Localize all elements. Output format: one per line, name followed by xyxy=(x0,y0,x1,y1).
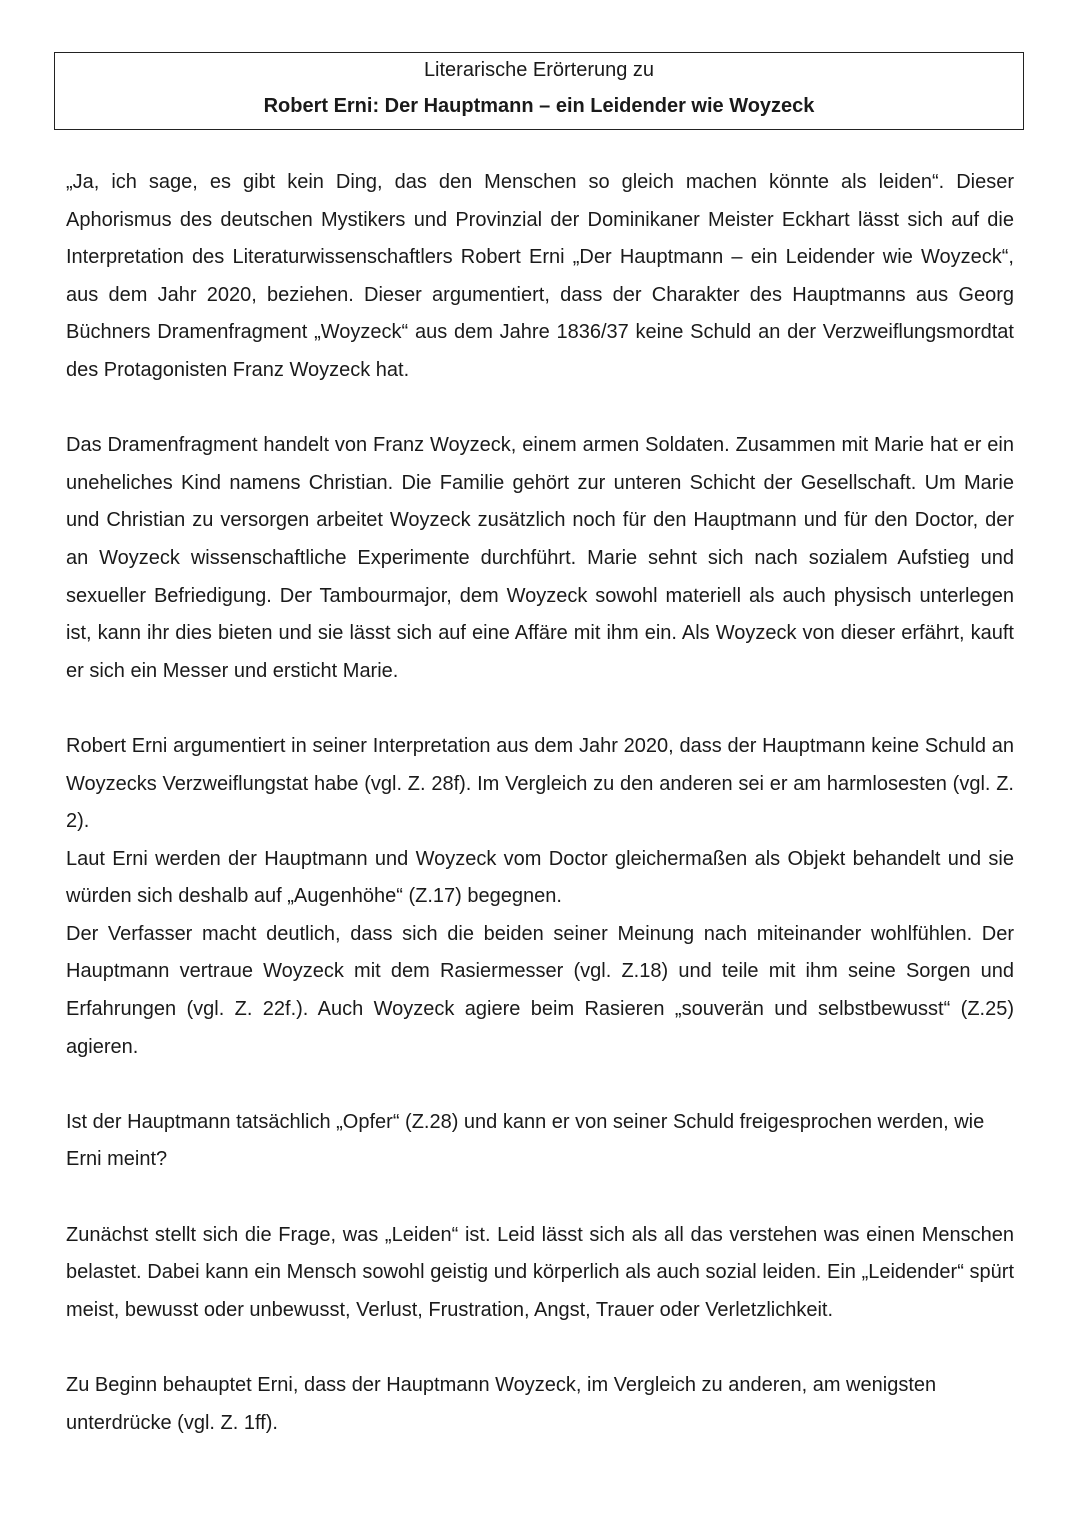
title-box xyxy=(54,52,1024,130)
document-title: Robert Erni: Der Hauptmann – ein Leidender wie Woyzeck xyxy=(263,95,815,117)
paragraph-summary: Das Dramenfragment handelt von Franz Woyzeck, einem armen Soldaten. Zusammen mit Marie hat er ein uneheliches Kind namens Christian. Die Familie gehört zur unteren Schicht der Gesellschaft. Um Marie und Christian zu versorgen arbeitet Woyzeck zusätzlich noch für den Hauptmann und für den Doctor, der an Woyzeck wissenschaftliche Experimente durchführt. Marie sehnt sich nach sozialem Aufstieg und sexueller Befriedigung. Der Tambourmajor, dem Woyzeck sowohl materiell als auch physisch unterlegen ist, kann ihr dies bieten und sie lässt sich auf eine Affäre mit ihm ein. Als Woyzeck von dieser erfährt, kauft er sich ein Messer und ersticht Marie. xyxy=(66,434,1014,682)
document-subtitle: Literarische Erörterung zu xyxy=(423,59,655,81)
paragraph-wohlfuehlen: Der Verfasser macht deutlich, dass sich die beiden seiner Meinung nach miteinander wohlfühlen. Der Hauptmann vertraue Woyzeck mit dem Rasiermesser (vgl. Z.18) und teile mit ihm seine Sorgen und Erfahrungen (vgl. Z. 22f.). Auch Woyzeck agiere beim Rasieren „souverän und selbstbewusst“ (Z.25) agieren. xyxy=(66,922,1014,1058)
paragraph-beginn: Zu Beginn behauptet Erni, dass der Hauptmann Woyzeck, im Vergleich zu anderen, am wenigsten unterdrücke (vgl. Z. 1ff). xyxy=(66,1374,937,1434)
paragraph-augenhoehe: Laut Erni werden der Hauptmann und Woyzeck vom Doctor gleichermaßen als Objekt behandelt und sie würden sich deshalb auf „Augenhöhe“ (Z.17) begegnen. xyxy=(66,847,1014,908)
document-body xyxy=(66,164,1014,1442)
paragraph-thesis: Robert Erni argumentiert in seiner Interpretation aus dem Jahr 2020, dass der Hauptmann keine Schuld an Woyzecks Verzweiflungstat habe (vgl. Z. 28f). Im Vergleich zu den anderen sei er am harmlosesten (vgl. Z. 2). xyxy=(66,734,1014,833)
paragraph-leiden-definition: Zunächst stellt sich die Frage, was „Leiden“ ist. Leid lässt sich als all das verstehen was einen Menschen belastet. Dabei kann ein Mensch sowohl geistig und körperlich als auch sozial leiden. Ein „Leidender“ spürt meist, bewusst oder unbewusst, Verlust, Frustration, Angst, Trauer oder Verletzlichkeit. xyxy=(66,1223,1014,1321)
paragraph-intro: „Ja, ich sage, es gibt kein Ding, das den Menschen so gleich machen könnte als leiden“. Dieser Aphorismus des deutschen Mystikers und Provinzial der Dominikaner Meister Eckhart lässt sich auf die Interpretation des Literaturwissenschaftlers Robert Erni „Der Hauptmann – ein Leidender wie Woyzeck“, aus dem Jahr 2020, beziehen. Dieser argumentiert, dass der Charakter des Hauptmanns aus Georg Büchners Dramenfragment „Woyzeck“ aus dem Jahre 1836/37 keine Schuld an der Verzweiflungsmordtat des Protagonisten Franz Woyzeck hat. xyxy=(66,171,1014,381)
paragraph-question: Ist der Hauptmann tatsächlich „Opfer“ (Z.28) und kann er von seiner Schuld freigesprochen werden, wie Erni meint? xyxy=(66,1110,985,1171)
